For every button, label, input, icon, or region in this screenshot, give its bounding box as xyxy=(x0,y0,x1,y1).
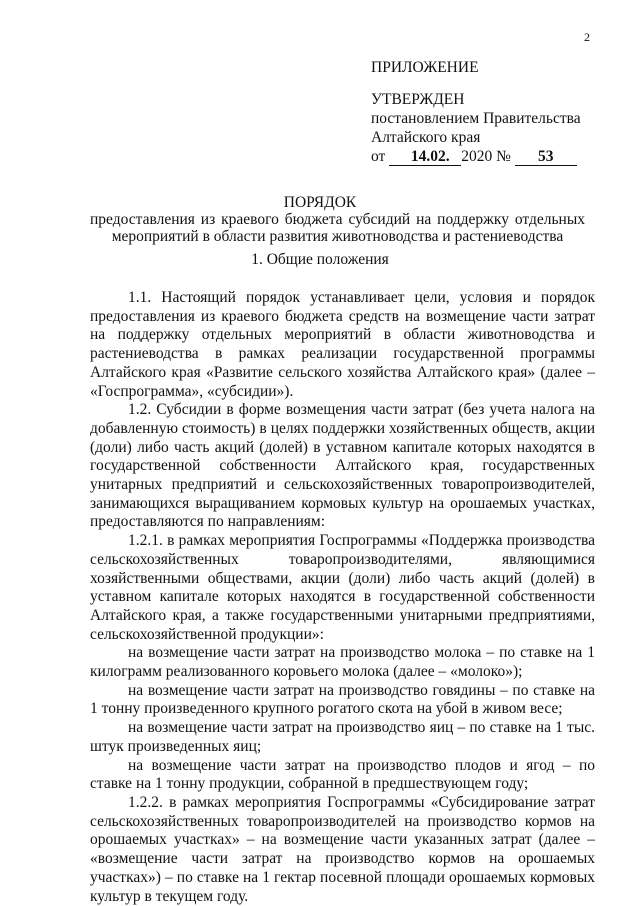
resolution-number: 53 xyxy=(515,149,577,166)
page-number: 2 xyxy=(584,30,590,44)
appendix-title: ПРИЛОЖЕНИЕ xyxy=(371,59,479,76)
document-subtitle: предоставления из краевого бюджета субсидий на поддержку отдельных мероприятий в области развития животноводства и растениеводства xyxy=(90,211,585,245)
document-body xyxy=(90,289,595,906)
paragraph-1-2-2: 1.2.2. в рамках мероприятия Госпрограммы «Субсидирование затрат сельскохозяйственных товаропроизводителей на производство кормов на орошаемых участках» – на возмещение части указанных затрат (далее – «возмещение части затрат на производство кормов на орошаемых участках») – по ставке на 1 гектар посевной площади орошаемых кормовых культур в текущем году. xyxy=(90,793,595,905)
number-sign: № xyxy=(496,148,511,165)
paragraph-fruits: на возмещение части затрат на производство плодов и ягод – по ставке на 1 тонну продукции, собранной в предшествующем году; xyxy=(90,756,595,793)
approved-by-region: Алтайского края xyxy=(371,129,481,146)
approved-by-line: постановлением Правительства xyxy=(371,110,581,127)
paragraph-1-2-1: 1.2.1. в рамках мероприятия Госпрограммы «Поддержка производства сельскохозяйственных товаропроизводителями, являющимися хозяйственными обществами, акции (доли) либо часть акций (долей) в уставном капитале которых находятся в государственной собственности Алтайского края, а также государственными унитарными предприятиями, сельскохозяйственной продукции»: xyxy=(90,532,595,643)
date-prefix: от xyxy=(371,148,386,165)
paragraph-1-2: 1.2. Субсидии в форме возмещения части затрат (без учета налога на добавленную стоимость) в целях поддержки хозяйственных обществ, акции (доли) либо часть акций (долей) в уставном капитале которых находятся в государственной собственности Алтайского края, государственных унитарных предприятий и сельскохозяйственных товаропроизводителей, занимающихся выращиванием кормовых культур на орошаемых участках, предоставляются по направлениям: xyxy=(90,401,595,531)
appendix-block xyxy=(371,58,621,166)
approval-date: 14.02. xyxy=(389,149,461,166)
section-heading: 1. Общие положения xyxy=(251,251,389,268)
document-title: ПОРЯДОК xyxy=(283,194,357,211)
approved-label: УТВЕРЖДЕН xyxy=(371,91,465,108)
paragraph-1-1: 1.1. Настоящий порядок устанавливает цели, условия и порядок предоставления из краевого бюджета средств на возмещение части затрат на поддержку отдельных мероприятий в области животноводства и растениеводства в рамках реализации государственной программы Алтайского края «Развитие сельского хозяйства Алтайского края» (далее – «Госпрограмма», «субсидии»). xyxy=(90,289,595,400)
approval-year: 2020 xyxy=(461,148,493,165)
paragraph-milk: на возмещение части затрат на производство молока – по ставке на 1 килограмм реализованного коровьего молока (далее – «молоко»); xyxy=(90,644,595,681)
paragraph-beef: на возмещение части затрат на производство говядины – по ставке на 1 тонну произведенного крупного рогатого скота на убой в живом весе; xyxy=(90,681,595,718)
paragraph-eggs: на возмещение части затрат на производство яиц – по ставке на 1 тыс. штук произведенных яиц; xyxy=(90,719,595,755)
approval-date-line xyxy=(371,147,621,166)
